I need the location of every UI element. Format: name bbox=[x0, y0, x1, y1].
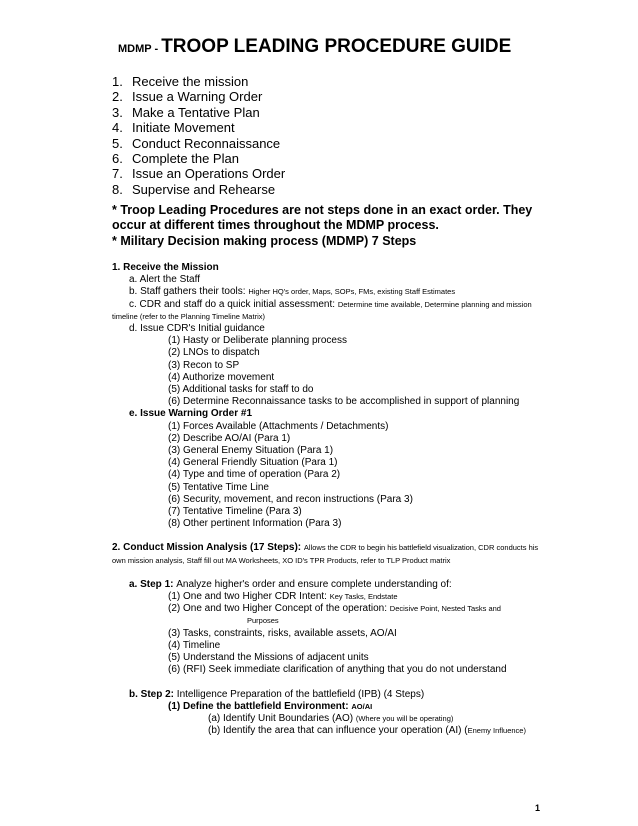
list-item-continued: Purposes bbox=[247, 616, 279, 626]
section-1-heading: 1. Receive the Mission bbox=[112, 262, 219, 273]
page-title bbox=[118, 36, 511, 58]
list-item: (8) Other pertinent Information (Para 3) bbox=[168, 518, 342, 530]
note-line-2: * Military Decision making process (MDMP) 7 Steps bbox=[112, 233, 417, 248]
step-item: 5. Conduct Reconnaissance bbox=[112, 135, 281, 151]
list-item: b. Step 2: Intelligence Preparation of the battlefield (IPB) (4 Steps) bbox=[129, 688, 425, 700]
list-item: (2) One and two Higher Concept of the operation: Decisive Point, Nested Tasks and bbox=[168, 603, 501, 615]
step-item: 1. Receive the mission bbox=[112, 74, 249, 89]
bold-note bbox=[112, 203, 552, 249]
list-item: (4) Timeline bbox=[168, 639, 221, 651]
list-item: (4) General Friendly Situation (Para 1) bbox=[168, 457, 338, 469]
list-item: (2) LNOs to dispatch bbox=[168, 347, 260, 359]
list-item: (1) Forces Available (Attachments / Detachments) bbox=[168, 420, 389, 432]
list-item: a. Step 1: Analyze higher's order and ensure complete understanding of: bbox=[129, 578, 452, 590]
list-item: c. CDR and staff do a quick initial assessment: Determine time available, Determine planning and mission timeline (refer to the Planning Timeline Matrix) bbox=[112, 298, 532, 321]
list-item: d. Issue CDR's Initial guidance bbox=[129, 323, 265, 335]
document-body bbox=[112, 262, 552, 737]
list-item: (3) General Enemy Situation (Para 1) bbox=[168, 445, 334, 457]
list-item: (2) Describe AO/AI (Para 1) bbox=[168, 432, 291, 444]
title-prefix: MDMP - bbox=[118, 43, 162, 55]
step-item: 8. Supervise and Rehearse bbox=[112, 181, 276, 197]
list-item: (1) One and two Higher CDR Intent: Key Tasks, Endstate bbox=[168, 591, 398, 603]
list-item: e. Issue Warning Order #1 bbox=[129, 408, 253, 420]
list-item: (4) Authorize movement bbox=[168, 371, 275, 383]
list-item: (7) Tentative Timeline (Para 3) bbox=[168, 506, 302, 518]
step-item: 7. Issue an Operations Order bbox=[112, 166, 286, 182]
list-item: (6) Security, movement, and recon instructions (Para 3) bbox=[168, 493, 413, 505]
list-item: (1) Hasty or Deliberate planning process bbox=[168, 335, 347, 347]
list-item: b. Staff gathers their tools: Higher HQ's order, Maps, SOPs, FMs, existing Staff Estimates bbox=[129, 286, 456, 298]
page-number: 1 bbox=[535, 803, 541, 813]
section-2-heading: 2. Conduct Mission Analysis (17 Steps): Allows the CDR to begin his battlefield visualization, CDR conducts his own mission analysis, Staff fill out MA Worksheets, XO ID's TPR Products, refer to TLP Product matrix bbox=[112, 542, 539, 565]
step-item: 2. Issue a Warning Order bbox=[112, 89, 263, 105]
step-item: 3. Make a Tentative Plan bbox=[112, 104, 260, 120]
step-item: 4. Initiate Movement bbox=[112, 120, 235, 136]
troop-leading-steps bbox=[112, 74, 285, 197]
list-item: (1) Define the battlefield Environment: AO/AI bbox=[168, 700, 373, 712]
title-text: TROOP LEADING PROCEDURE GUIDE bbox=[161, 36, 512, 57]
note-line-1: * Troop Leading Procedures are not steps done in an exact order. They occur at different times throughout the MDMP process. bbox=[112, 203, 533, 233]
list-item: (5) Tentative Time Line bbox=[168, 481, 269, 493]
list-item: (3) Recon to SP bbox=[168, 359, 240, 371]
list-item: (a) Identify Unit Boundaries (AO) (Where you will be operating) bbox=[208, 712, 454, 724]
list-item: (3) Tasks, constraints, risks, available assets, AO/AI bbox=[168, 627, 397, 639]
list-item: (5) Additional tasks for staff to do bbox=[168, 384, 314, 396]
list-item: (6) (RFI) Seek immediate clarification of anything that you do not understand bbox=[168, 664, 507, 676]
list-item: (b) Identify the area that can influence your operation (AI) (Enemy Influence) bbox=[208, 725, 526, 737]
list-item: (5) Understand the Missions of adjacent units bbox=[168, 652, 369, 664]
list-item: a. Alert the Staff bbox=[129, 274, 200, 286]
list-item: (6) Determine Reconnaissance tasks to be accomplished in support of planning bbox=[168, 396, 520, 408]
list-item: (4) Type and time of operation (Para 2) bbox=[168, 469, 341, 481]
step-item: 6. Complete the Plan bbox=[112, 151, 239, 167]
